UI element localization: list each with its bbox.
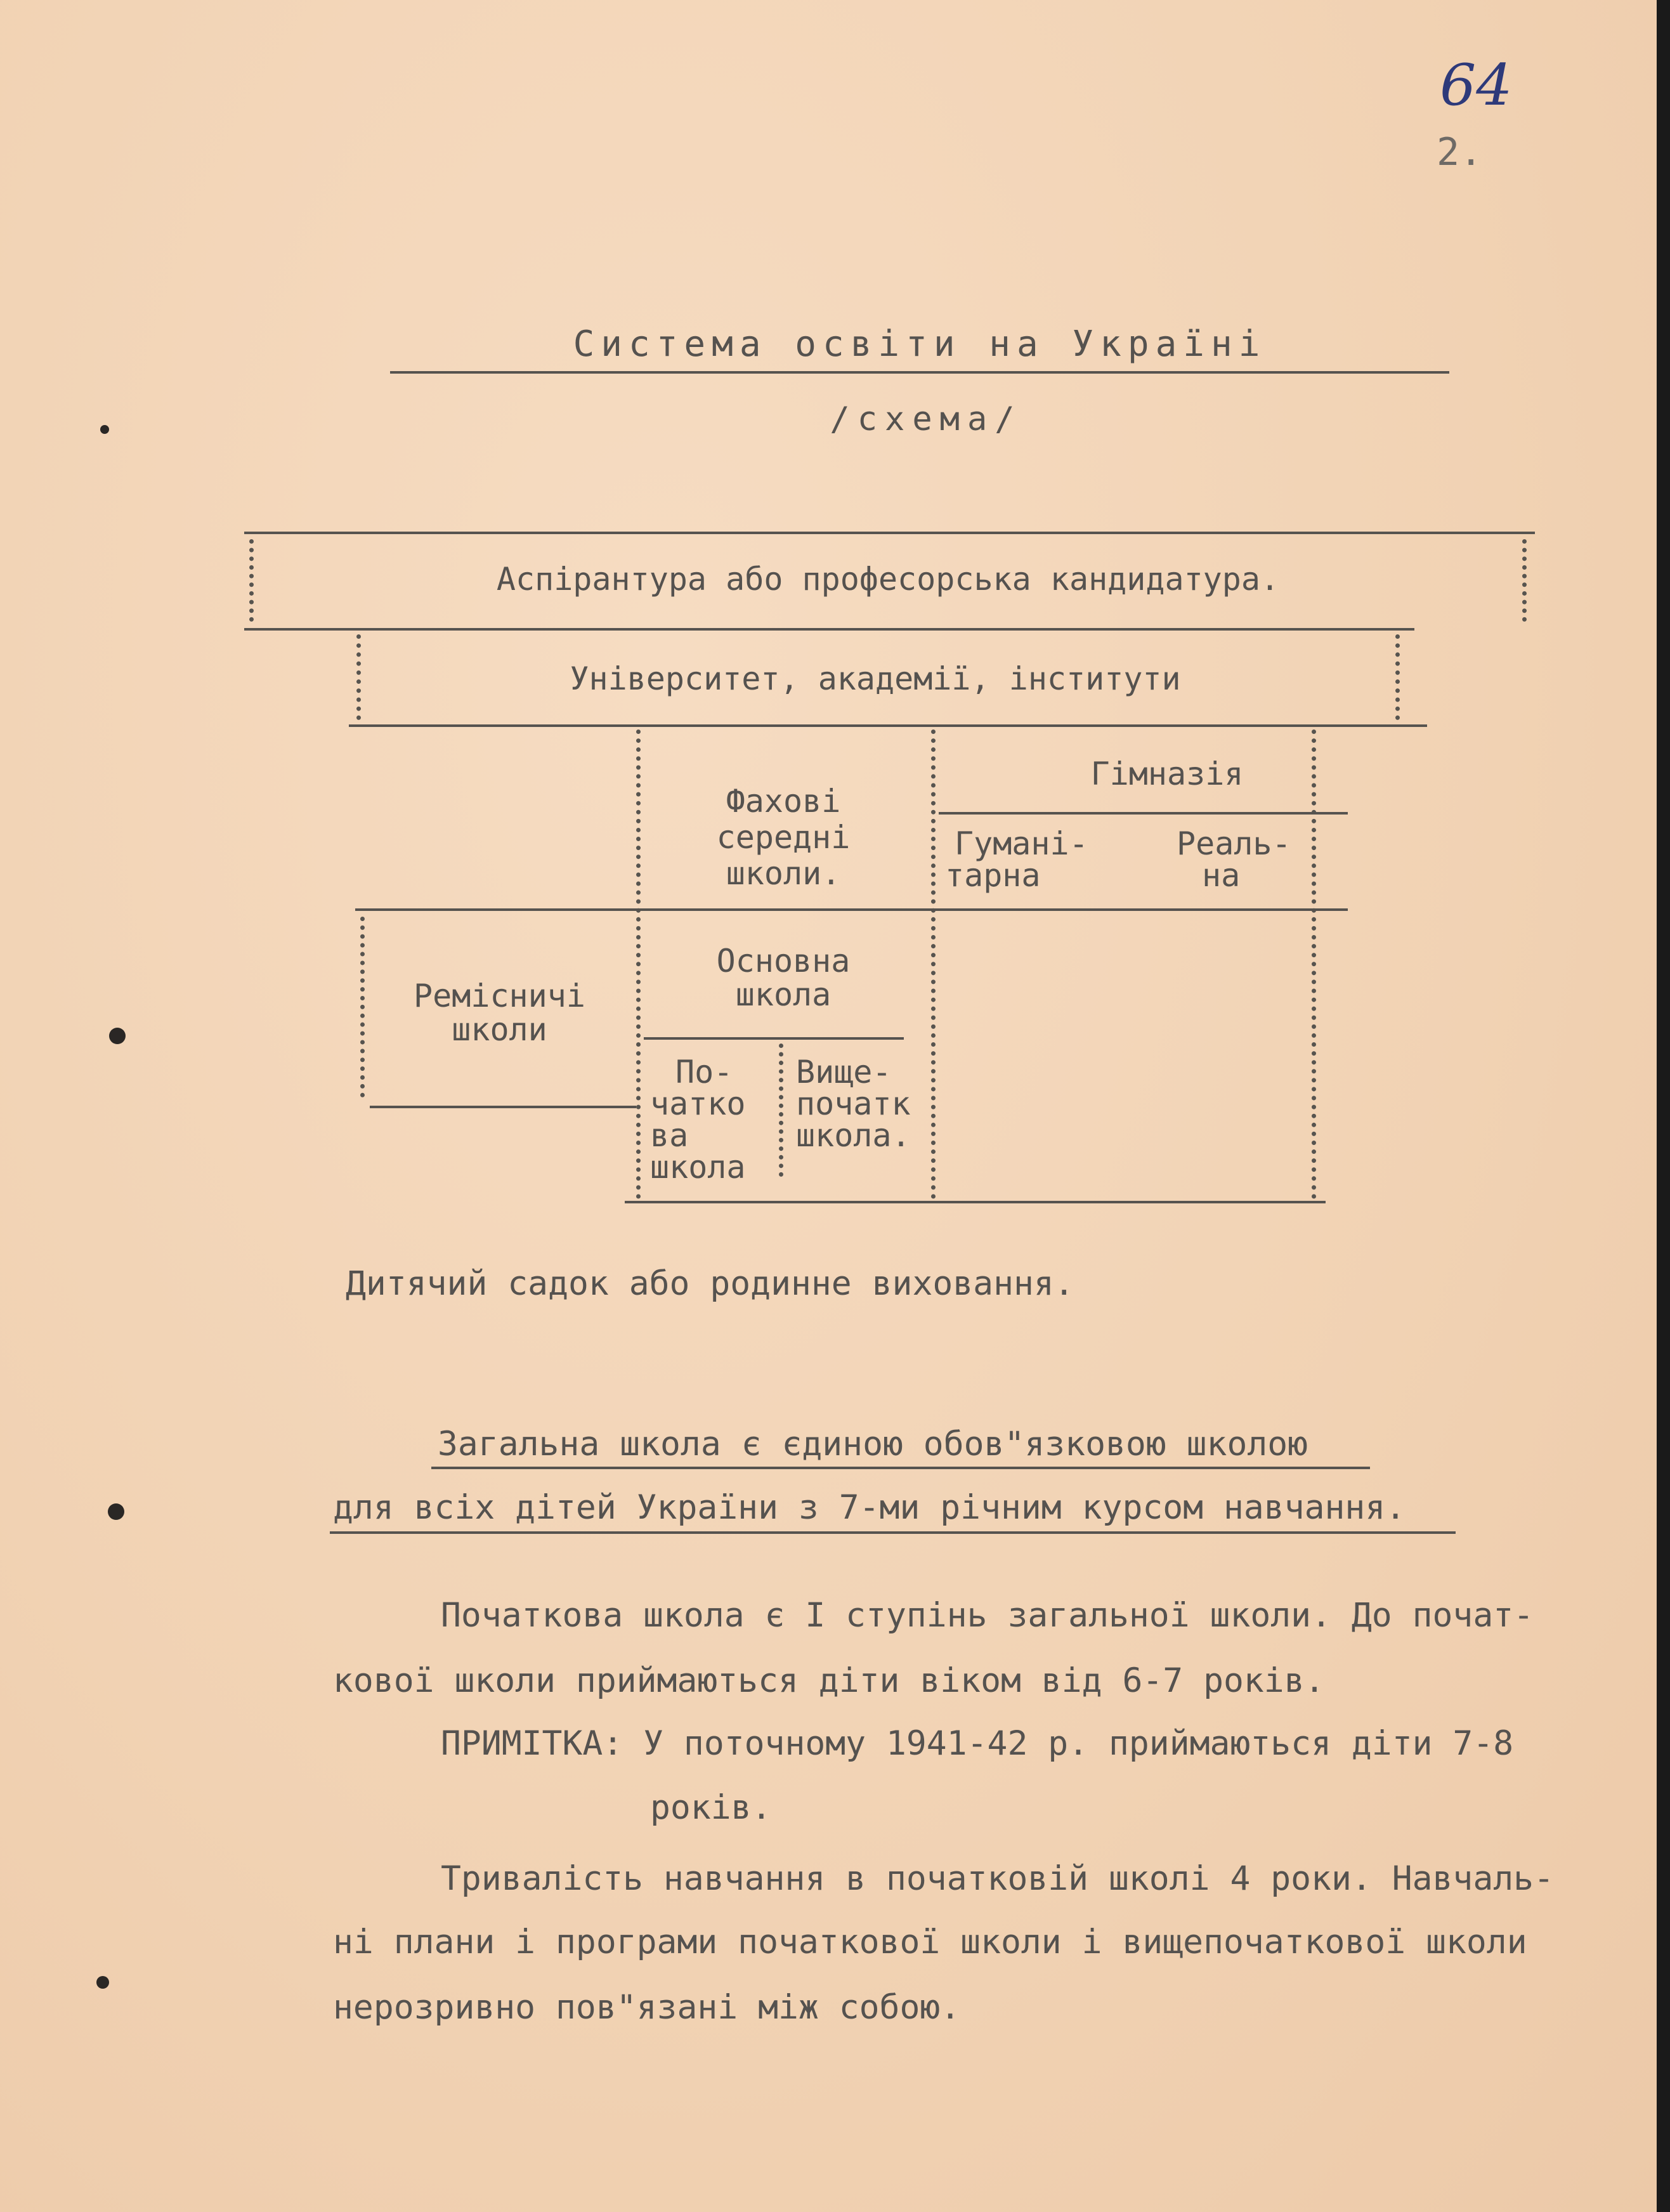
real-gymnasium-cell: на <box>1202 857 1241 894</box>
kindergarten-line: Дитячий садок або родинне виховання. <box>346 1264 1074 1303</box>
scheme-line <box>370 1106 636 1108</box>
scheme-line <box>360 917 365 1097</box>
punch-hole <box>96 1976 109 1989</box>
scheme-line <box>244 532 1535 534</box>
scheme-line <box>244 628 1414 631</box>
upper-primary-school-cell: початк <box>796 1085 911 1122</box>
document-subtitle: /схема/ <box>830 400 1022 438</box>
page-number: 64 <box>1440 52 1513 119</box>
heading-underline <box>431 1467 1370 1469</box>
note-line: ПРИМІТКА: У поточному 1941-42 р. приймаються діти 7-8 <box>441 1724 1514 1763</box>
upper-primary-school-cell: школа. <box>796 1117 911 1154</box>
heading-underline <box>330 1531 1456 1534</box>
scheme-line <box>636 730 641 1199</box>
paragraph-line: ні плани і програми початкової школи і вищепочаткової школи <box>333 1923 1527 1961</box>
scheme-line <box>356 634 361 720</box>
title-underline <box>390 371 1449 374</box>
section-heading-line: для всіх дітей України з 7-ми річним курсом навчання. <box>333 1488 1406 1527</box>
note-line: років. <box>650 1788 772 1827</box>
scheme-line <box>779 1044 783 1177</box>
basic-school-cell: Основна <box>716 943 851 979</box>
vocational-secondary-cell: середні <box>716 819 851 856</box>
document-title: Система освіти на Україні <box>573 324 1267 365</box>
humanitarian-gymnasium-cell: тарна <box>945 857 1041 894</box>
primary-school-cell: По- <box>675 1054 733 1090</box>
crafts-school-cell: Ремісничі <box>414 978 585 1014</box>
paragraph-line: Початкова школа є I ступінь загальної школи. До почат- <box>441 1596 1534 1635</box>
postgraduate-cell: Аспірантура або професорська кандидатура. <box>496 561 1280 598</box>
paragraph-line: кової школи приймаються діти віком від 6-7 років. <box>333 1661 1325 1700</box>
scheme-line <box>249 539 254 622</box>
section-heading-line: Загальна школа є єдиною обов"язковою школою <box>438 1425 1308 1463</box>
scheme-line <box>625 1201 1326 1203</box>
humanitarian-gymnasium-cell: Гумані- <box>955 825 1088 862</box>
primary-school-cell: школа <box>650 1149 746 1186</box>
vocational-secondary-cell: школи. <box>726 855 841 892</box>
scheme-line <box>349 724 1427 727</box>
scheme-line <box>1522 539 1527 622</box>
gymnasium-cell: Гімназія <box>1090 756 1244 792</box>
crafts-school-cell: школи <box>452 1011 547 1048</box>
scheme-line <box>939 812 1348 815</box>
basic-school-cell: школа <box>735 976 832 1013</box>
primary-school-cell: ва <box>650 1117 689 1154</box>
punch-hole <box>109 1028 126 1044</box>
scheme-line <box>1395 634 1400 720</box>
upper-primary-school-cell: Вище- <box>796 1054 892 1090</box>
punch-hole <box>108 1503 124 1520</box>
scheme-line <box>1312 730 1316 1199</box>
paragraph-line: Тривалість навчання в початковій школі 4 роки. Навчаль- <box>441 1859 1554 1898</box>
paragraph-line: нерозривно пов"язані між собою. <box>333 1988 961 2027</box>
old-page-number: 2. <box>1437 130 1483 174</box>
higher-education-cell: Університет, академії, інститути <box>570 660 1181 697</box>
primary-school-cell: чатко <box>650 1085 746 1122</box>
scheme-line <box>931 730 936 1199</box>
scheme-line <box>355 908 1348 911</box>
real-gymnasium-cell: Реаль- <box>1177 825 1291 862</box>
paper-speck <box>100 425 109 434</box>
scheme-line <box>644 1037 904 1040</box>
vocational-secondary-cell: Фахові <box>726 783 841 820</box>
